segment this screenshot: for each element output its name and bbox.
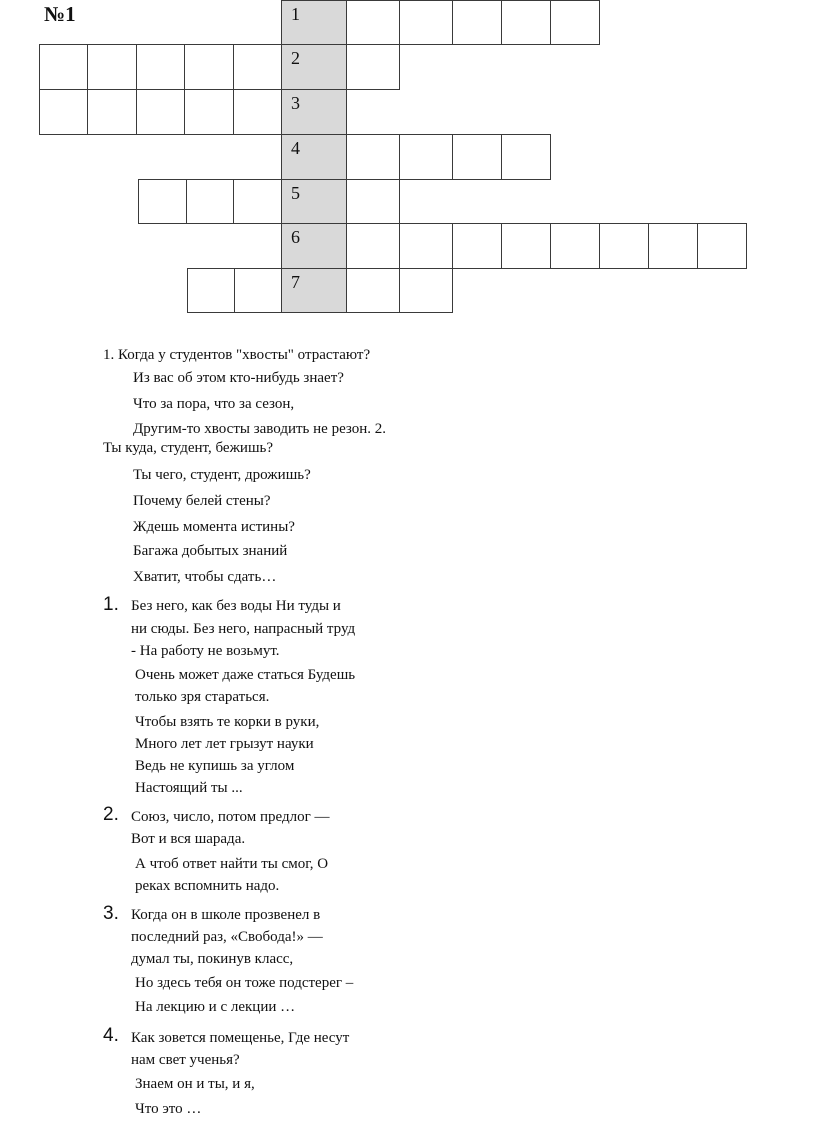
crossword-key-cell[interactable] xyxy=(281,89,347,135)
crossword-cell[interactable] xyxy=(501,223,551,269)
crossword-cell[interactable] xyxy=(452,0,502,45)
crossword-key-cell[interactable] xyxy=(281,223,347,269)
clue-line: Союз, число, потом предлог — xyxy=(131,809,330,825)
clue-line: Другим-то хвосты заводить не резон. 2. xyxy=(133,421,387,437)
clue-line: Но здесь тебя он тоже подстерег – xyxy=(135,975,354,991)
crossword-cell[interactable] xyxy=(399,223,453,269)
clue-line: Ты чего, студент, дрожишь? xyxy=(133,467,311,483)
clue-line: Как зовется помещенье, Где несут xyxy=(131,1030,350,1046)
crossword-row-number: 3 xyxy=(291,93,300,113)
clue-line: Настоящий ты ... xyxy=(135,780,243,796)
crossword-cell[interactable] xyxy=(233,89,282,135)
crossword-grid xyxy=(0,0,816,320)
clue-line: Очень может даже статься Будешь xyxy=(135,667,356,683)
clue-line: - На работу не возьмут. xyxy=(131,643,280,659)
crossword-cell[interactable] xyxy=(87,89,136,135)
crossword-cell[interactable] xyxy=(399,134,453,180)
crossword-cell[interactable] xyxy=(233,44,282,90)
crossword-cell[interactable] xyxy=(550,223,600,269)
clue-line: 1. Когда у студентов "хвосты" отрастают? xyxy=(103,347,371,363)
clue-line: последний раз, «Свобода!» — xyxy=(131,929,323,945)
crossword-cell[interactable] xyxy=(39,44,88,90)
crossword-key-cell[interactable] xyxy=(281,134,347,180)
crossword-cell[interactable] xyxy=(346,44,400,90)
clue-line: только зря стараться. xyxy=(135,689,270,705)
crossword-cell[interactable] xyxy=(187,268,235,313)
crossword-row-number: 6 xyxy=(291,227,300,247)
crossword-row-number: 7 xyxy=(291,272,300,292)
crossword-cell[interactable] xyxy=(501,0,551,45)
clue-line: А чтоб ответ найти ты смог, О xyxy=(135,856,329,872)
clue-line: нам свет ученья? xyxy=(131,1052,240,1068)
crossword-cell[interactable] xyxy=(233,179,282,224)
crossword-row-number: 4 xyxy=(291,138,300,158)
clue-line: Что за пора, что за сезон, xyxy=(133,396,295,412)
clue-line: думал ты, покинув класс, xyxy=(131,951,294,967)
clue-line: Много лет лет грызут науки xyxy=(135,736,314,752)
crossword-cell[interactable] xyxy=(346,223,400,269)
crossword-cell[interactable] xyxy=(346,0,400,45)
crossword-cell[interactable] xyxy=(346,134,400,180)
crossword-cell[interactable] xyxy=(138,179,187,224)
crossword-cell[interactable] xyxy=(399,0,453,45)
crossword-cell[interactable] xyxy=(234,268,282,313)
crossword-cell[interactable] xyxy=(39,89,88,135)
clue-line: Знаем он и ты, и я, xyxy=(135,1076,255,1092)
clue-line: Чтобы взять те корки в руки, xyxy=(135,714,320,730)
crossword-key-cell[interactable] xyxy=(281,44,347,90)
crossword-key-cell[interactable] xyxy=(281,0,347,45)
crossword-cell[interactable] xyxy=(346,179,400,224)
clue-line: Что это … xyxy=(135,1101,202,1117)
clue-line: Без него, как без воды Ни туды и xyxy=(131,598,341,614)
clue-line: ни сюды. Без него, напрасный труд xyxy=(131,621,356,637)
crossword-number-title: №1 xyxy=(44,2,76,26)
crossword-cell[interactable] xyxy=(550,0,600,45)
crossword-row-number: 1 xyxy=(291,4,300,24)
clue-line: Вот и вся шарада. xyxy=(131,831,246,847)
crossword-cell[interactable] xyxy=(452,134,502,180)
crossword-row-number: 2 xyxy=(291,48,300,68)
clue-number: 4. xyxy=(103,1025,119,1046)
clue-line: Ждешь момента истины? xyxy=(133,519,295,535)
clue-line: Из вас об этом кто-нибудь знает? xyxy=(133,370,344,386)
clue-line: Багажа добытых знаний xyxy=(133,543,288,559)
clue-line: Когда он в школе прозвенел в xyxy=(131,907,321,923)
clue-number: 3. xyxy=(103,903,119,924)
crossword-row-number: 5 xyxy=(291,183,300,203)
clue-number: 1. xyxy=(103,594,119,615)
clue-line: Почему белей стены? xyxy=(133,493,271,509)
crossword-key-cell[interactable] xyxy=(281,179,347,224)
crossword-cell[interactable] xyxy=(87,44,136,90)
crossword-cell[interactable] xyxy=(186,179,235,224)
crossword-cell[interactable] xyxy=(184,44,233,90)
crossword-cell[interactable] xyxy=(697,223,747,269)
crossword-cell[interactable] xyxy=(136,89,185,135)
clue-line: На лекцию и с лекции … xyxy=(135,999,296,1015)
crossword-cell[interactable] xyxy=(399,268,453,313)
crossword-cell[interactable] xyxy=(648,223,698,269)
crossword-cell[interactable] xyxy=(136,44,185,90)
crossword-cell[interactable] xyxy=(599,223,649,269)
crossword-key-cell[interactable] xyxy=(281,268,347,313)
clue-line: Хватит, чтобы сдать… xyxy=(133,569,277,585)
crossword-cell[interactable] xyxy=(452,223,502,269)
clue-line: реках вспомнить надо. xyxy=(135,878,280,894)
crossword-cell[interactable] xyxy=(346,268,400,313)
clue-number: 2. xyxy=(103,804,119,825)
clue-line: Ведь не купишь за углом xyxy=(135,758,295,774)
crossword-cell[interactable] xyxy=(184,89,233,135)
crossword-cell[interactable] xyxy=(501,134,551,180)
clue-line: Ты куда, студент, бежишь? xyxy=(103,440,274,456)
